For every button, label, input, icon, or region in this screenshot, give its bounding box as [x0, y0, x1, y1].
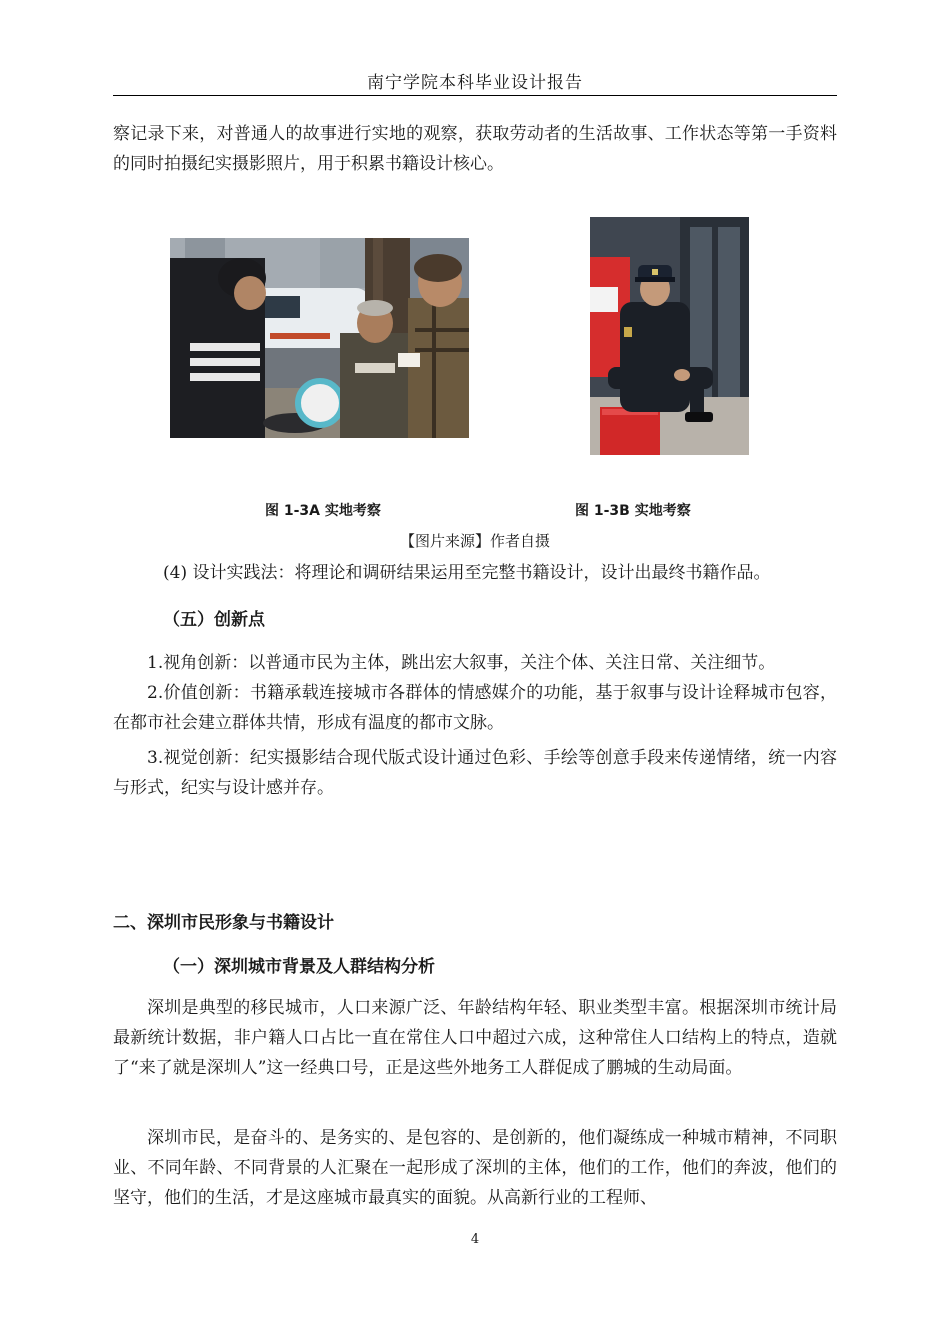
innovation-item-1: 1.视角创新：以普通市民为主体，跳出宏大叙事，关注个体、关注日常、关注细节。 — [147, 653, 776, 673]
figure-source: 【图片来源】作者自摄 — [399, 532, 550, 550]
intro-paragraph: 察记录下来，对普通人的故事进行实地的观察，获取劳动者的生活故事、工作状态等第一手资料的同时拍摄纪实摄影照片，用于积累书籍设计核心。 — [113, 124, 837, 174]
chapter-2-heading: 二、深圳市民形象与书籍设计 — [113, 913, 334, 933]
page-number: 4 — [470, 1232, 480, 1247]
running-header: 南宁学院本科毕业设计报告 — [367, 73, 583, 93]
method-4-paragraph: (4) 设计实践法：将理论和调研结果运用至完整书籍设计，设计出最终书籍作品。 — [163, 563, 771, 583]
figure-1-3b-photo — [590, 217, 749, 455]
figure-1-3a-photo — [170, 238, 469, 438]
street-card-game-image — [170, 238, 469, 438]
security-guard-portrait-image — [590, 217, 749, 455]
section-2-1-heading: （一）深圳城市背景及人群结构分析 — [163, 957, 435, 977]
innovation-item-2: 2.价值创新：书籍承载连接城市各群体的情感媒介的功能，基于叙事与设计诠释城市包容，在都市社会建立群体共情，形成有温度的都市文脉。 — [113, 683, 837, 733]
paragraph-shenzhen-citizens: 深圳市民，是奋斗的、是务实的、是包容的、是创新的，他们凝练成一种城市精神，不同职业、不同年龄、不同背景的人汇聚在一起形成了深圳的主体，他们的工作，他们的奔波，他们的坚守，他们的生活，才是这座城市最真实的面貌。从高新行业的工程师、 — [113, 1128, 837, 1208]
figure-1-3b-caption: 图 1-3B 实地考察 — [575, 503, 691, 519]
innovation-item-3: 3.视觉创新：纪实摄影结合现代版式设计通过色彩、手绘等创意手段来传递情绪，统一内容与形式，纪实与设计感并存。 — [113, 748, 837, 798]
header-rule — [113, 95, 837, 96]
paragraph-shenzhen-background: 深圳是典型的移民城市，人口来源广泛、年龄结构年轻、职业类型丰富。根据深圳市统计局最新统计数据，非户籍人口占比一直在常住人口中超过六成，这种常住人口结构上的特点，造就了“来了就是深圳人”这一经典口号，正是这些外地务工人群促成了鹏城的生动局面。 — [113, 998, 837, 1078]
figure-1-3a-caption: 图 1-3A 实地考察 — [265, 503, 381, 519]
section-5-heading: （五）创新点 — [163, 610, 265, 630]
